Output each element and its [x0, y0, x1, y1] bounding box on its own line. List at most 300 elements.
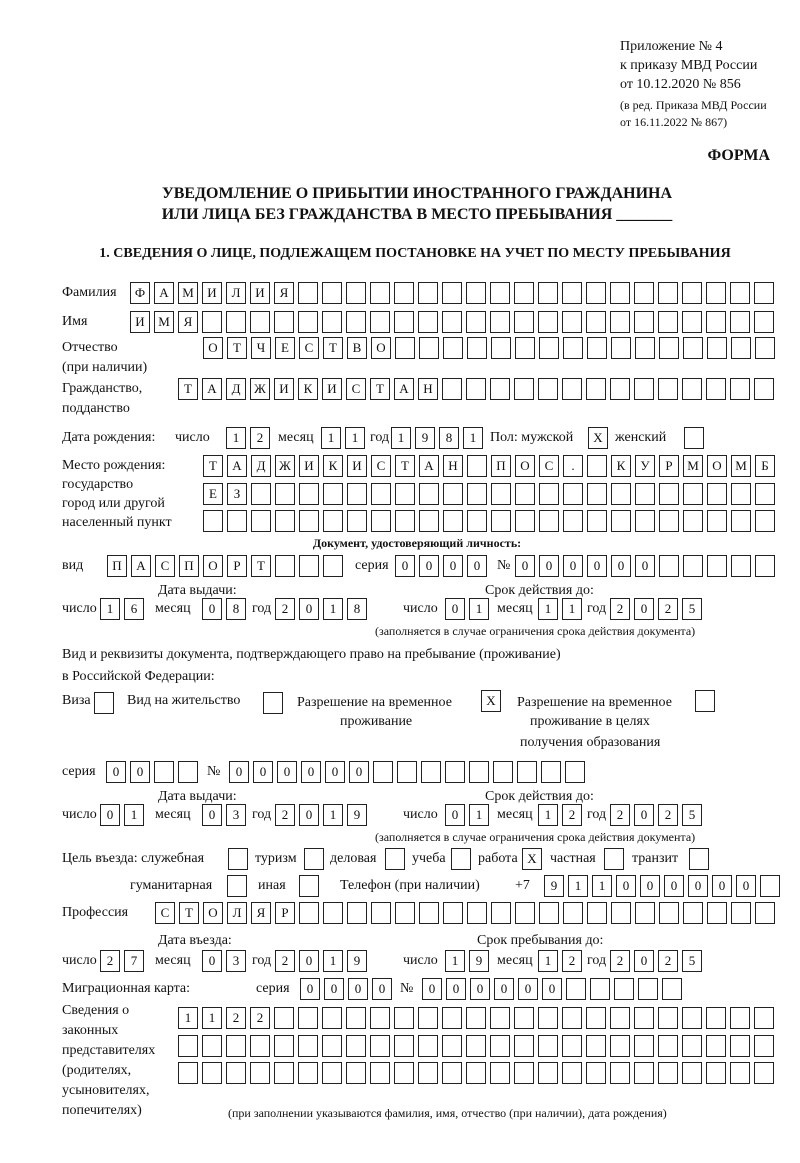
- char-cell[interactable]: [634, 1007, 654, 1029]
- char-cell[interactable]: [587, 510, 607, 532]
- char-cell[interactable]: 0: [688, 875, 708, 897]
- char-cell[interactable]: [467, 455, 487, 477]
- char-cell[interactable]: [442, 1062, 462, 1084]
- char-cell[interactable]: [754, 282, 774, 304]
- char-cell[interactable]: Т: [395, 455, 415, 477]
- char-cell[interactable]: [466, 311, 486, 333]
- char-cell[interactable]: 1: [124, 804, 144, 826]
- char-cell[interactable]: 3: [226, 804, 246, 826]
- char-cell[interactable]: 2: [226, 1007, 246, 1029]
- char-cell[interactable]: [658, 1007, 678, 1029]
- char-cell[interactable]: 1: [562, 598, 582, 620]
- checkbox[interactable]: [689, 848, 709, 870]
- char-cell[interactable]: [683, 337, 703, 359]
- checkbox[interactable]: [451, 848, 471, 870]
- char-cell[interactable]: 0: [299, 598, 319, 620]
- char-cell[interactable]: Е: [203, 483, 223, 505]
- char-cell[interactable]: [635, 902, 655, 924]
- char-cell[interactable]: [226, 1035, 246, 1057]
- char-cell[interactable]: [347, 902, 367, 924]
- char-cell[interactable]: [541, 761, 561, 783]
- char-cell[interactable]: 2: [610, 598, 630, 620]
- char-cell[interactable]: [586, 378, 606, 400]
- char-cell[interactable]: [370, 1062, 390, 1084]
- char-cell[interactable]: Е: [275, 337, 295, 359]
- char-cell[interactable]: [562, 282, 582, 304]
- char-cell[interactable]: [539, 510, 559, 532]
- char-cell[interactable]: 0: [349, 761, 369, 783]
- char-cell[interactable]: [515, 483, 535, 505]
- char-cell[interactable]: [706, 378, 726, 400]
- char-cell[interactable]: [662, 978, 682, 1000]
- char-cell[interactable]: 8: [226, 598, 246, 620]
- char-cell[interactable]: [562, 1062, 582, 1084]
- checkbox[interactable]: [695, 690, 715, 712]
- char-cell[interactable]: Т: [179, 902, 199, 924]
- char-cell[interactable]: 8: [439, 427, 459, 449]
- char-cell[interactable]: [706, 1062, 726, 1084]
- char-cell[interactable]: [563, 483, 583, 505]
- char-cell[interactable]: 1: [463, 427, 483, 449]
- char-cell[interactable]: [299, 555, 319, 577]
- char-cell[interactable]: [178, 761, 198, 783]
- char-cell[interactable]: [610, 1035, 630, 1057]
- char-cell[interactable]: О: [515, 455, 535, 477]
- char-cell[interactable]: И: [202, 282, 222, 304]
- char-cell[interactable]: [490, 282, 510, 304]
- char-cell[interactable]: 2: [275, 950, 295, 972]
- char-cell[interactable]: [418, 1007, 438, 1029]
- char-cell[interactable]: [683, 902, 703, 924]
- char-cell[interactable]: 0: [515, 555, 535, 577]
- char-cell[interactable]: [514, 311, 534, 333]
- char-cell[interactable]: Р: [659, 455, 679, 477]
- char-cell[interactable]: 0: [443, 555, 463, 577]
- char-cell[interactable]: [467, 483, 487, 505]
- char-cell[interactable]: 0: [494, 978, 514, 1000]
- char-cell[interactable]: [586, 311, 606, 333]
- char-cell[interactable]: 0: [324, 978, 344, 1000]
- char-cell[interactable]: [419, 483, 439, 505]
- char-cell[interactable]: С: [346, 378, 366, 400]
- char-cell[interactable]: [754, 1062, 774, 1084]
- char-cell[interactable]: [323, 902, 343, 924]
- char-cell[interactable]: [587, 902, 607, 924]
- char-cell[interactable]: Л: [226, 282, 246, 304]
- char-cell[interactable]: [707, 483, 727, 505]
- char-cell[interactable]: Т: [251, 555, 271, 577]
- char-cell[interactable]: [275, 483, 295, 505]
- char-cell[interactable]: [466, 1007, 486, 1029]
- char-cell[interactable]: 1: [538, 804, 558, 826]
- char-cell[interactable]: [515, 902, 535, 924]
- char-cell[interactable]: [755, 483, 775, 505]
- char-cell[interactable]: 0: [419, 555, 439, 577]
- char-cell[interactable]: [274, 1062, 294, 1084]
- char-cell[interactable]: [322, 1062, 342, 1084]
- char-cell[interactable]: [442, 1035, 462, 1057]
- char-cell[interactable]: [515, 510, 535, 532]
- char-cell[interactable]: [682, 1035, 702, 1057]
- char-cell[interactable]: [706, 311, 726, 333]
- char-cell[interactable]: [658, 311, 678, 333]
- char-cell[interactable]: [610, 311, 630, 333]
- char-cell[interactable]: [514, 1007, 534, 1029]
- char-cell[interactable]: 1: [592, 875, 612, 897]
- char-cell[interactable]: 0: [640, 875, 660, 897]
- char-cell[interactable]: [515, 337, 535, 359]
- char-cell[interactable]: [394, 1007, 414, 1029]
- char-cell[interactable]: [587, 455, 607, 477]
- char-cell[interactable]: [635, 483, 655, 505]
- char-cell[interactable]: [298, 311, 318, 333]
- char-cell[interactable]: 0: [445, 598, 465, 620]
- char-cell[interactable]: [659, 902, 679, 924]
- char-cell[interactable]: [370, 311, 390, 333]
- char-cell[interactable]: 2: [250, 427, 270, 449]
- char-cell[interactable]: [610, 1007, 630, 1029]
- char-cell[interactable]: [682, 378, 702, 400]
- char-cell[interactable]: [565, 761, 585, 783]
- char-cell[interactable]: [566, 978, 586, 1000]
- char-cell[interactable]: [658, 378, 678, 400]
- char-cell[interactable]: Д: [226, 378, 246, 400]
- checkbox[interactable]: [94, 692, 114, 714]
- char-cell[interactable]: С: [539, 455, 559, 477]
- char-cell[interactable]: [490, 1007, 510, 1029]
- char-cell[interactable]: [443, 902, 463, 924]
- char-cell[interactable]: 1: [323, 598, 343, 620]
- char-cell[interactable]: [562, 311, 582, 333]
- char-cell[interactable]: [731, 483, 751, 505]
- char-cell[interactable]: [611, 337, 631, 359]
- char-cell[interactable]: [586, 1035, 606, 1057]
- char-cell[interactable]: [299, 483, 319, 505]
- char-cell[interactable]: [658, 1035, 678, 1057]
- char-cell[interactable]: [731, 337, 751, 359]
- char-cell[interactable]: [493, 761, 513, 783]
- char-cell[interactable]: 1: [445, 950, 465, 972]
- char-cell[interactable]: 0: [518, 978, 538, 1000]
- char-cell[interactable]: А: [131, 555, 151, 577]
- char-cell[interactable]: [517, 761, 537, 783]
- char-cell[interactable]: [634, 282, 654, 304]
- char-cell[interactable]: 0: [229, 761, 249, 783]
- char-cell[interactable]: [227, 510, 247, 532]
- char-cell[interactable]: [539, 483, 559, 505]
- char-cell[interactable]: .: [563, 455, 583, 477]
- char-cell[interactable]: [419, 510, 439, 532]
- char-cell[interactable]: [730, 311, 750, 333]
- char-cell[interactable]: 0: [712, 875, 732, 897]
- char-cell[interactable]: [371, 902, 391, 924]
- char-cell[interactable]: М: [731, 455, 751, 477]
- char-cell[interactable]: С: [155, 902, 175, 924]
- char-cell[interactable]: [445, 761, 465, 783]
- checkbox[interactable]: [684, 427, 704, 449]
- char-cell[interactable]: 0: [395, 555, 415, 577]
- char-cell[interactable]: [590, 978, 610, 1000]
- char-cell[interactable]: [203, 510, 223, 532]
- char-cell[interactable]: 1: [178, 1007, 198, 1029]
- char-cell[interactable]: 1: [391, 427, 411, 449]
- char-cell[interactable]: [490, 1035, 510, 1057]
- char-cell[interactable]: [730, 1062, 750, 1084]
- char-cell[interactable]: [323, 483, 343, 505]
- char-cell[interactable]: [418, 1062, 438, 1084]
- char-cell[interactable]: 0: [736, 875, 756, 897]
- char-cell[interactable]: 1: [100, 598, 120, 620]
- char-cell[interactable]: [610, 378, 630, 400]
- char-cell[interactable]: Я: [274, 282, 294, 304]
- char-cell[interactable]: [323, 555, 343, 577]
- char-cell[interactable]: 0: [300, 978, 320, 1000]
- char-cell[interactable]: 0: [611, 555, 631, 577]
- char-cell[interactable]: 0: [372, 978, 392, 1000]
- char-cell[interactable]: [250, 1035, 270, 1057]
- char-cell[interactable]: [443, 483, 463, 505]
- char-cell[interactable]: [563, 510, 583, 532]
- char-cell[interactable]: Ф: [130, 282, 150, 304]
- char-cell[interactable]: [202, 311, 222, 333]
- char-cell[interactable]: [635, 510, 655, 532]
- char-cell[interactable]: [682, 311, 702, 333]
- char-cell[interactable]: [274, 311, 294, 333]
- char-cell[interactable]: [659, 337, 679, 359]
- char-cell[interactable]: 0: [467, 555, 487, 577]
- char-cell[interactable]: А: [202, 378, 222, 400]
- char-cell[interactable]: [469, 761, 489, 783]
- char-cell[interactable]: [562, 378, 582, 400]
- char-cell[interactable]: 2: [100, 950, 120, 972]
- char-cell[interactable]: [298, 1035, 318, 1057]
- char-cell[interactable]: [731, 555, 751, 577]
- char-cell[interactable]: [730, 378, 750, 400]
- char-cell[interactable]: [298, 282, 318, 304]
- char-cell[interactable]: 1: [538, 950, 558, 972]
- char-cell[interactable]: 1: [226, 427, 246, 449]
- char-cell[interactable]: [539, 337, 559, 359]
- char-cell[interactable]: [755, 555, 775, 577]
- char-cell[interactable]: [275, 510, 295, 532]
- char-cell[interactable]: С: [371, 455, 391, 477]
- char-cell[interactable]: [586, 1062, 606, 1084]
- char-cell[interactable]: 0: [587, 555, 607, 577]
- char-cell[interactable]: К: [298, 378, 318, 400]
- char-cell[interactable]: [466, 378, 486, 400]
- checkbox[interactable]: X: [588, 427, 608, 449]
- char-cell[interactable]: [514, 378, 534, 400]
- char-cell[interactable]: [563, 337, 583, 359]
- char-cell[interactable]: [395, 510, 415, 532]
- char-cell[interactable]: [587, 483, 607, 505]
- char-cell[interactable]: [322, 282, 342, 304]
- char-cell[interactable]: 0: [422, 978, 442, 1000]
- char-cell[interactable]: 0: [634, 950, 654, 972]
- char-cell[interactable]: [658, 282, 678, 304]
- char-cell[interactable]: [682, 1062, 702, 1084]
- char-cell[interactable]: 2: [275, 804, 295, 826]
- char-cell[interactable]: [226, 311, 246, 333]
- char-cell[interactable]: В: [347, 337, 367, 359]
- char-cell[interactable]: 1: [469, 804, 489, 826]
- char-cell[interactable]: [634, 1062, 654, 1084]
- char-cell[interactable]: [707, 902, 727, 924]
- char-cell[interactable]: 0: [253, 761, 273, 783]
- checkbox[interactable]: [304, 848, 324, 870]
- char-cell[interactable]: [371, 483, 391, 505]
- char-cell[interactable]: М: [683, 455, 703, 477]
- char-cell[interactable]: И: [299, 455, 319, 477]
- char-cell[interactable]: Т: [178, 378, 198, 400]
- char-cell[interactable]: [659, 555, 679, 577]
- checkbox[interactable]: [227, 875, 247, 897]
- char-cell[interactable]: [490, 311, 510, 333]
- char-cell[interactable]: П: [107, 555, 127, 577]
- char-cell[interactable]: Р: [275, 902, 295, 924]
- char-cell[interactable]: [347, 510, 367, 532]
- char-cell[interactable]: С: [155, 555, 175, 577]
- char-cell[interactable]: И: [250, 282, 270, 304]
- char-cell[interactable]: Ч: [251, 337, 271, 359]
- char-cell[interactable]: 0: [277, 761, 297, 783]
- char-cell[interactable]: [614, 978, 634, 1000]
- char-cell[interactable]: 2: [658, 804, 678, 826]
- char-cell[interactable]: Ж: [250, 378, 270, 400]
- char-cell[interactable]: [754, 1007, 774, 1029]
- char-cell[interactable]: 0: [635, 555, 655, 577]
- char-cell[interactable]: У: [635, 455, 655, 477]
- char-cell[interactable]: А: [419, 455, 439, 477]
- char-cell[interactable]: Т: [370, 378, 390, 400]
- char-cell[interactable]: [346, 1007, 366, 1029]
- char-cell[interactable]: [491, 510, 511, 532]
- char-cell[interactable]: [754, 378, 774, 400]
- char-cell[interactable]: 2: [658, 950, 678, 972]
- char-cell[interactable]: 1: [323, 950, 343, 972]
- char-cell[interactable]: [490, 378, 510, 400]
- char-cell[interactable]: Н: [443, 455, 463, 477]
- char-cell[interactable]: [754, 311, 774, 333]
- char-cell[interactable]: 0: [299, 804, 319, 826]
- char-cell[interactable]: А: [394, 378, 414, 400]
- char-cell[interactable]: [298, 1007, 318, 1029]
- checkbox[interactable]: [385, 848, 405, 870]
- char-cell[interactable]: [760, 875, 780, 897]
- char-cell[interactable]: [322, 311, 342, 333]
- char-cell[interactable]: [659, 510, 679, 532]
- char-cell[interactable]: 0: [563, 555, 583, 577]
- char-cell[interactable]: 0: [100, 804, 120, 826]
- char-cell[interactable]: [395, 483, 415, 505]
- char-cell[interactable]: 0: [299, 950, 319, 972]
- char-cell[interactable]: М: [178, 282, 198, 304]
- char-cell[interactable]: [466, 282, 486, 304]
- char-cell[interactable]: [658, 1062, 678, 1084]
- char-cell[interactable]: [322, 1007, 342, 1029]
- char-cell[interactable]: [490, 1062, 510, 1084]
- char-cell[interactable]: 0: [542, 978, 562, 1000]
- char-cell[interactable]: [611, 510, 631, 532]
- char-cell[interactable]: 5: [682, 950, 702, 972]
- char-cell[interactable]: [202, 1062, 222, 1084]
- char-cell[interactable]: С: [299, 337, 319, 359]
- char-cell[interactable]: [514, 282, 534, 304]
- checkbox[interactable]: X: [481, 690, 501, 712]
- char-cell[interactable]: [538, 311, 558, 333]
- char-cell[interactable]: [467, 510, 487, 532]
- char-cell[interactable]: [371, 510, 391, 532]
- char-cell[interactable]: [755, 902, 775, 924]
- char-cell[interactable]: 0: [539, 555, 559, 577]
- char-cell[interactable]: [562, 1007, 582, 1029]
- char-cell[interactable]: [442, 311, 462, 333]
- char-cell[interactable]: [299, 902, 319, 924]
- char-cell[interactable]: 0: [616, 875, 636, 897]
- char-cell[interactable]: [346, 1035, 366, 1057]
- char-cell[interactable]: [707, 337, 727, 359]
- char-cell[interactable]: [706, 1007, 726, 1029]
- char-cell[interactable]: [491, 337, 511, 359]
- char-cell[interactable]: [466, 1062, 486, 1084]
- char-cell[interactable]: [299, 510, 319, 532]
- char-cell[interactable]: [730, 1035, 750, 1057]
- char-cell[interactable]: 0: [634, 804, 654, 826]
- char-cell[interactable]: [178, 1062, 198, 1084]
- char-cell[interactable]: [418, 282, 438, 304]
- char-cell[interactable]: Я: [251, 902, 271, 924]
- char-cell[interactable]: 2: [275, 598, 295, 620]
- char-cell[interactable]: [659, 483, 679, 505]
- checkbox[interactable]: [263, 692, 283, 714]
- char-cell[interactable]: 1: [538, 598, 558, 620]
- char-cell[interactable]: [419, 337, 439, 359]
- char-cell[interactable]: [418, 1035, 438, 1057]
- char-cell[interactable]: [538, 378, 558, 400]
- char-cell[interactable]: 0: [106, 761, 126, 783]
- char-cell[interactable]: [491, 483, 511, 505]
- char-cell[interactable]: 9: [347, 950, 367, 972]
- char-cell[interactable]: Т: [323, 337, 343, 359]
- char-cell[interactable]: П: [491, 455, 511, 477]
- char-cell[interactable]: [683, 510, 703, 532]
- char-cell[interactable]: [539, 902, 559, 924]
- char-cell[interactable]: К: [611, 455, 631, 477]
- checkbox[interactable]: [604, 848, 624, 870]
- char-cell[interactable]: [707, 555, 727, 577]
- char-cell[interactable]: [683, 483, 703, 505]
- char-cell[interactable]: [397, 761, 417, 783]
- char-cell[interactable]: [730, 282, 750, 304]
- char-cell[interactable]: [611, 902, 631, 924]
- char-cell[interactable]: [586, 1007, 606, 1029]
- char-cell[interactable]: 7: [124, 950, 144, 972]
- char-cell[interactable]: И: [274, 378, 294, 400]
- char-cell[interactable]: [634, 378, 654, 400]
- char-cell[interactable]: [274, 1035, 294, 1057]
- char-cell[interactable]: [394, 1062, 414, 1084]
- char-cell[interactable]: [346, 311, 366, 333]
- char-cell[interactable]: [538, 1007, 558, 1029]
- char-cell[interactable]: [421, 761, 441, 783]
- char-cell[interactable]: [178, 1035, 198, 1057]
- char-cell[interactable]: [395, 337, 415, 359]
- char-cell[interactable]: [706, 282, 726, 304]
- char-cell[interactable]: О: [371, 337, 391, 359]
- char-cell[interactable]: [491, 902, 511, 924]
- char-cell[interactable]: П: [179, 555, 199, 577]
- char-cell[interactable]: 1: [345, 427, 365, 449]
